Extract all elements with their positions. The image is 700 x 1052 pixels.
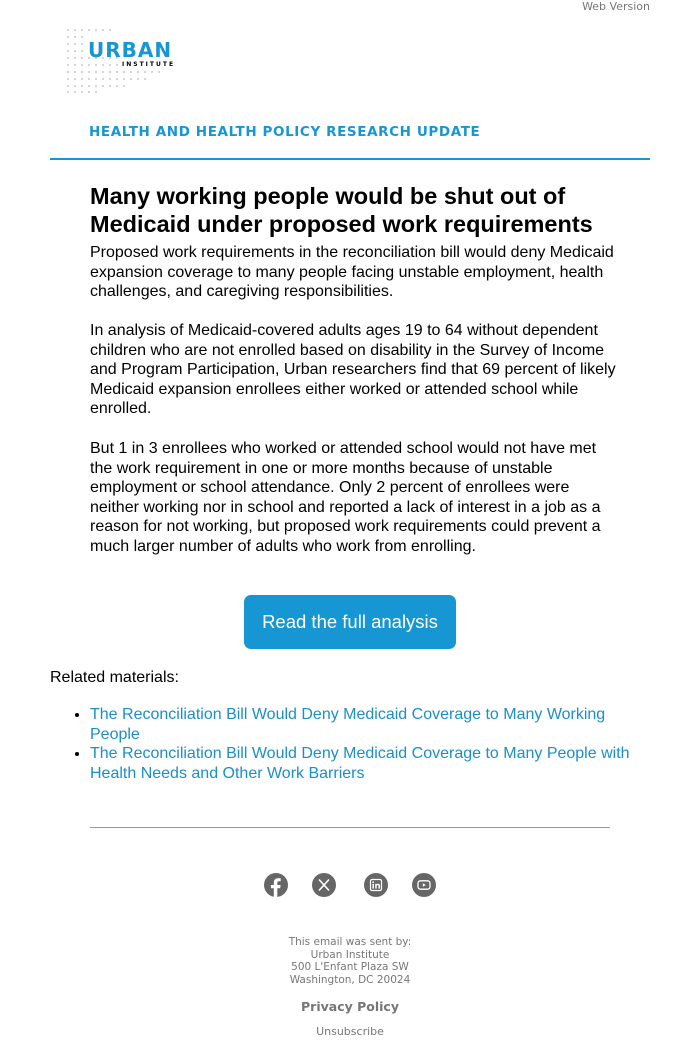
article-paragraph-3: But 1 in 3 enrollees who worked or attended school would not have met the work requirement in one or more months because of unstable employment or school attendance. Only 2 percent of enrollees were neither working nor in school and reported a lack of interest in a job as a reason for not working, but proposed work requirements could prevent a much larger number of adults who work from enrolling. xyxy=(90,440,601,555)
read-full-analysis-button[interactable]: Read the full analysis xyxy=(244,595,456,649)
article-headline: Many working people would be shut out of Medicaid under proposed work requirements xyxy=(90,183,593,237)
related-link-working-people[interactable]: The Reconciliation Bill Would Deny Medicaid Coverage to Many Working People xyxy=(90,706,606,743)
related-materials-list xyxy=(50,705,650,783)
list-item xyxy=(90,744,650,783)
privacy-policy-link[interactable]: Privacy Policy xyxy=(301,999,399,1014)
x-icon[interactable] xyxy=(312,873,336,897)
footer-org: Urban Institute xyxy=(310,948,390,961)
logo-subtitle: INSTITUTE xyxy=(122,61,176,68)
article-paragraph-1: Proposed work requirements in the reconciliation bill would deny Medicaid expansion coverage to many people facing unstable employment, health challenges, and caregiving responsibilities. xyxy=(90,244,614,301)
section-title: HEALTH AND HEALTH POLICY RESEARCH UPDATE xyxy=(89,124,481,140)
footer-divider xyxy=(90,827,610,828)
youtube-icon[interactable] xyxy=(412,873,436,897)
logo-wordmark: URBAN xyxy=(88,38,173,62)
footer-street: 500 L'Enfant Plaza SW xyxy=(291,961,409,973)
footer-city: Washington, DC 20024 xyxy=(289,973,411,986)
unsubscribe-link[interactable]: Unsubscribe xyxy=(316,1025,384,1038)
related-materials-label: Related materials: xyxy=(50,669,179,686)
linkedin-icon[interactable] xyxy=(364,873,388,897)
related-link-health-needs[interactable]: The Reconciliation Bill Would Deny Medicaid Coverage to Many People with Health Needs and Other Work Barriers xyxy=(90,745,630,782)
header-divider xyxy=(50,158,650,160)
facebook-icon[interactable] xyxy=(264,873,288,897)
web-version-link[interactable]: Web Version xyxy=(582,0,650,13)
urban-institute-logo xyxy=(66,28,176,94)
footer-sent-by: This email was sent by: xyxy=(288,936,412,948)
list-item xyxy=(90,705,650,744)
article-paragraph-2: In analysis of Medicaid-covered adults ages 19 to 64 without dependent children who are not enrolled based on disability in the Survey of Income and Program Participation, Urban researchers find that 69 percent of likely Medicaid expansion enrollees either worked or attended school while enrolled. xyxy=(90,322,616,418)
